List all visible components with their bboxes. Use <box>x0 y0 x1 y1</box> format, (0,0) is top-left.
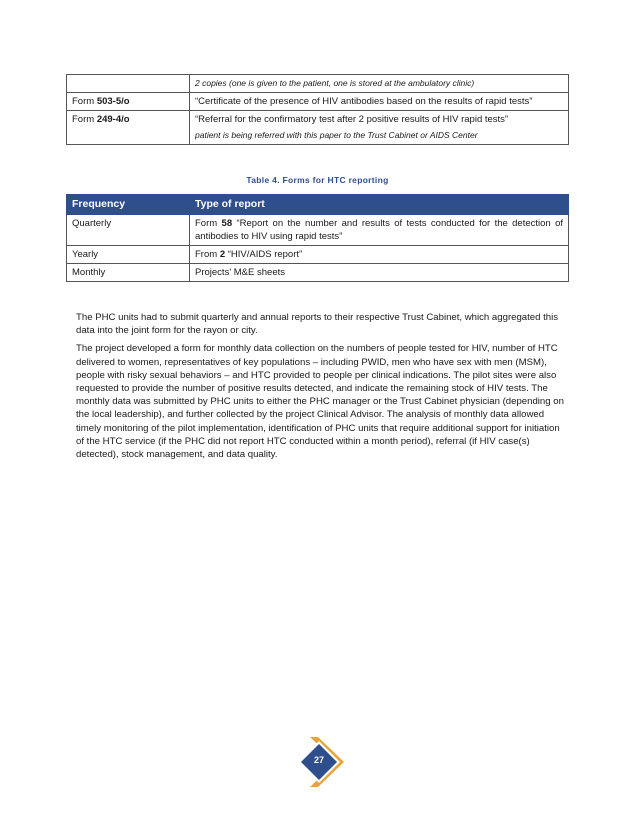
report-prefix: Form <box>195 218 222 229</box>
report-type-cell <box>190 215 569 246</box>
form-cell <box>67 75 190 93</box>
report-title: “Report on the number and results of tests conducted for the detection of antibodies to HIV using rapid tests” <box>195 218 564 242</box>
report-prefix: Projects' M&E sheets <box>195 267 285 278</box>
column-header-frequency: Frequency <box>67 195 190 215</box>
form-label: Form <box>72 114 97 125</box>
body-text <box>76 311 564 466</box>
reporting-table <box>66 194 569 282</box>
report-type-cell <box>190 246 569 264</box>
description-cell <box>190 111 569 145</box>
frequency-cell: Monthly <box>67 264 190 282</box>
forms-table <box>66 74 569 145</box>
table-row <box>67 264 569 282</box>
table-row <box>67 111 569 145</box>
report-title: “HIV/AIDS report” <box>225 249 303 260</box>
form-cell <box>67 93 190 111</box>
note-text: 2 copies (one is given to the patient, one is stored at the ambulatory clinic) <box>195 78 475 88</box>
table-row <box>67 215 569 246</box>
report-number: 58 <box>221 218 233 229</box>
report-number: 2 <box>219 249 226 260</box>
form-cell <box>67 111 190 145</box>
report-prefix: From <box>195 249 220 260</box>
table-row <box>67 246 569 264</box>
table-row <box>67 75 569 93</box>
table-header-row <box>67 195 569 215</box>
frequency-cell: Quarterly <box>67 215 190 246</box>
description-cell <box>190 93 569 111</box>
description-cell <box>190 75 569 93</box>
table-row <box>67 93 569 111</box>
paragraph: The project developed a form for monthly data collection on the numbers of people tested for HIV, number of HTC delivered to women, representatives of key populations – including PWID, men who have sex with men (MSM), people with risky sexual behaviors – and HTC provided to people per clinical indications. The pilot sites were also requested to provide the number of positive results detected, and indicate the remaining stock of HIV tests. The monthly data was submitted by PHC units to either the PHC manager or the Trust Cabinet physician (depending on the local leadership), and further collected by the project Clinical Advisor. The analysis of monthly data allowed timely monitoring of the pilot implementation, identification of PHC units that require additional support for initiation of the HTC service (if the PHC did not report HTC conducted within a month period), referral (if HIV case(s) detected), stock management, and data quality. <box>76 343 564 461</box>
description-text: “Referral for the confirmatory test after 2 positive results of HIV rapid tests” <box>195 114 509 125</box>
note-text: patient is being referred with this paper to the Trust Cabinet or AIDS Center <box>195 130 478 140</box>
report-type-cell <box>190 264 569 282</box>
page-number: 27 <box>313 755 324 765</box>
frequency-cell: Yearly <box>67 246 190 264</box>
form-label: Form <box>72 96 97 107</box>
table-caption: Table 4. Forms for HTC reporting <box>246 175 389 185</box>
column-header-type: Type of report <box>190 195 569 215</box>
form-number: 503-5/o <box>96 96 130 107</box>
description-text: “Certificate of the presence of HIV antibodies based on the results of rapid tests” <box>195 96 533 107</box>
form-number: 249-4/o <box>96 114 130 125</box>
paragraph: The PHC units had to submit quarterly and annual reports to their respective Trust Cabinet, which aggregated this data into the joint form for the rayon or city. <box>76 312 559 337</box>
